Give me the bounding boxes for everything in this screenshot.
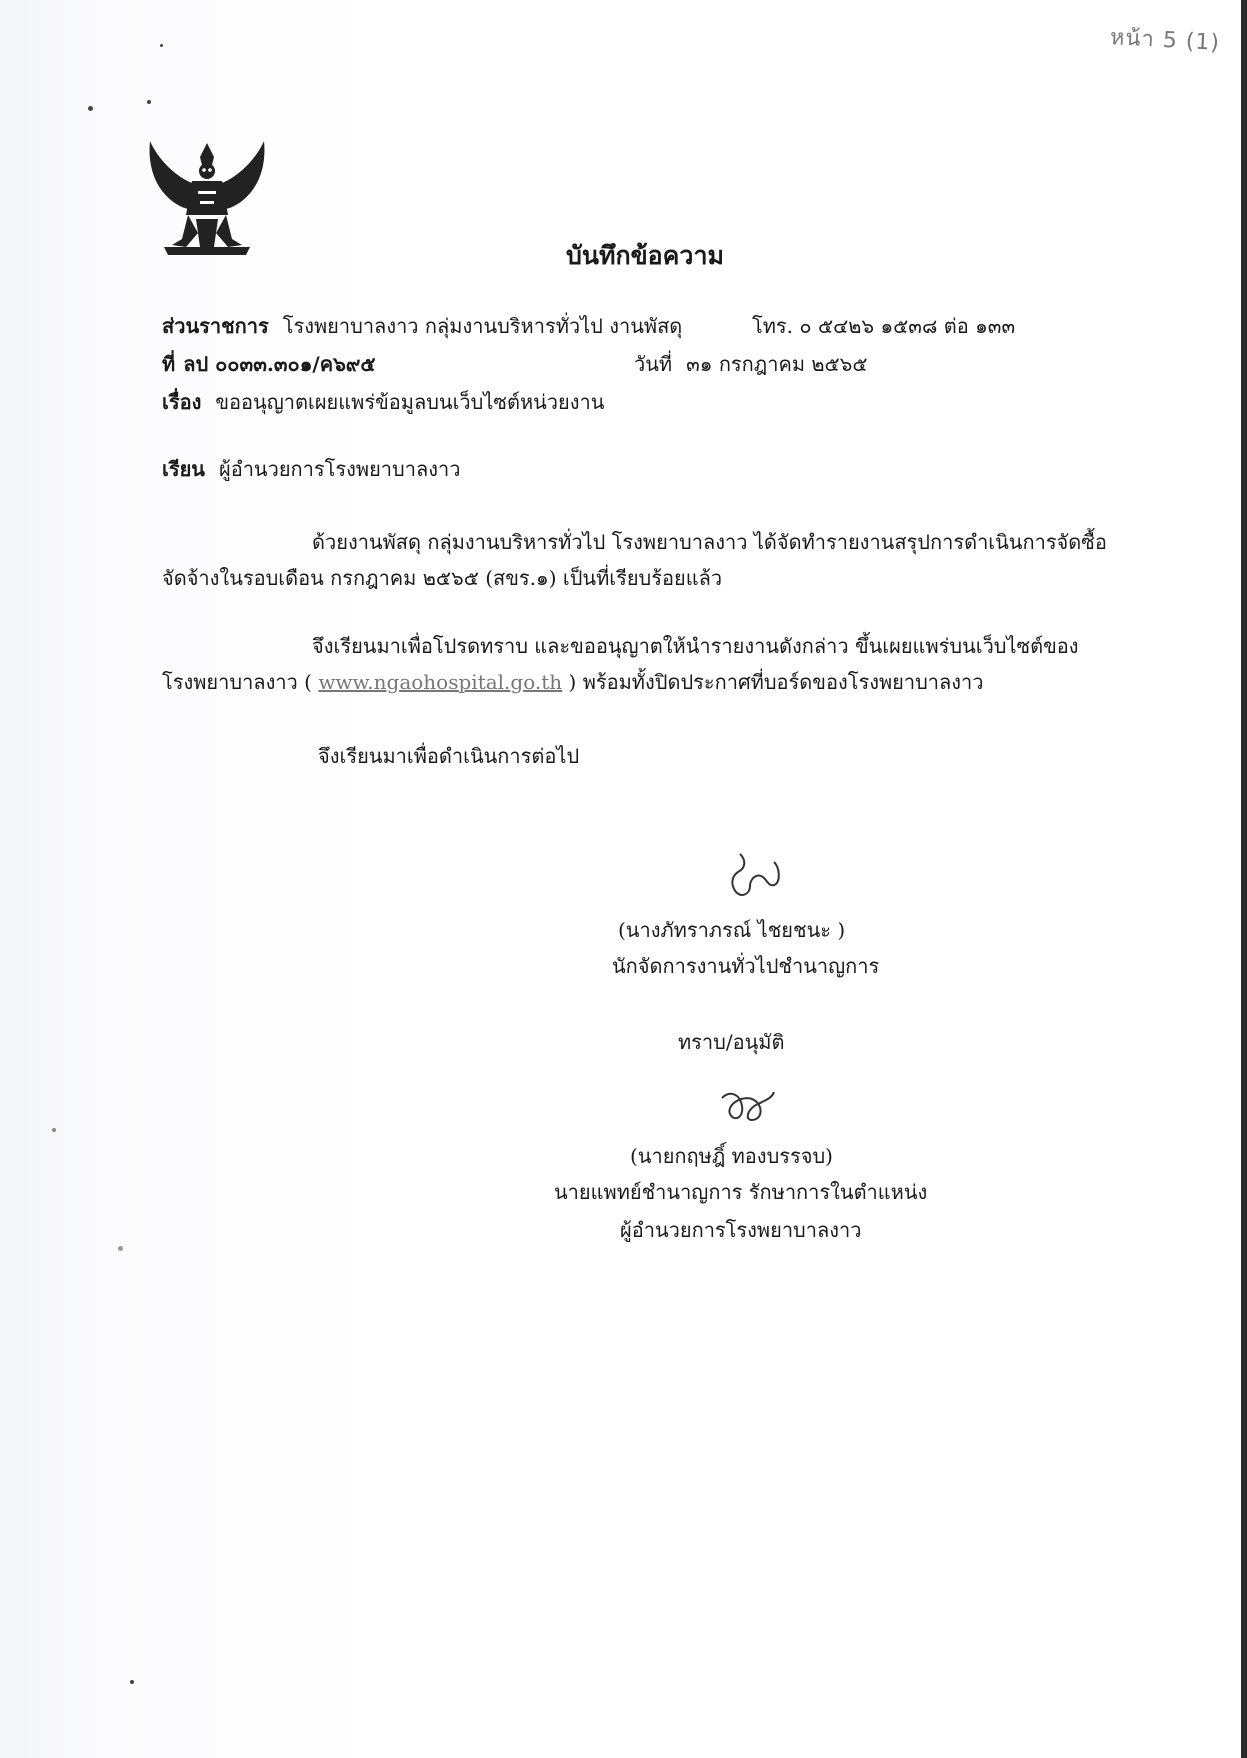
paragraph-2-suffix: ) พร้อมทั้งปิดประกาศที่บอร์ดของโรงพยาบาลงาว — [562, 670, 984, 694]
garuda-emblem-icon — [142, 135, 272, 260]
scan-speck — [130, 1680, 134, 1684]
signer-2-position-2: ผู้อำนวยการโรงพยาบาลงาว — [620, 1218, 862, 1242]
addressee-label: เรียน — [162, 457, 205, 481]
paragraph-1-line-1: ด้วยงานพัสดุ กลุ่มงานบริหารทั่วไป โรงพยาบาลงาว ได้จัดทำรายงานสรุปการดำเนินการจัดซื้อ — [312, 530, 1107, 554]
scan-speck — [147, 100, 151, 104]
scan-edge — [1241, 0, 1247, 1758]
addressee-value: ผู้อำนวยการโรงพยาบาลงาว — [218, 457, 461, 481]
phone-number: โทร. ๐ ๕๔๒๖ ๑๕๓๘ ต่อ ๑๓๓ — [752, 314, 1016, 338]
reference-line — [162, 348, 376, 380]
paragraph-3: จึงเรียนมาเพื่อดำเนินการต่อไป — [318, 744, 580, 768]
signer-1-name: (นางภัทราภรณ์ ไชยชนะ ) — [618, 918, 846, 942]
subject-line — [162, 386, 604, 418]
signature-1-icon — [720, 848, 790, 904]
scan-speck — [52, 1128, 56, 1132]
signer-2-name: (นายกฤษฎิ์ ทองบรรจบ) — [630, 1144, 833, 1168]
addressee-line — [162, 453, 460, 485]
signature-2-icon — [716, 1084, 778, 1128]
paragraph-2-line-2 — [162, 666, 984, 698]
paragraph-2-prefix: โรงพยาบาลงาว ( — [162, 670, 319, 694]
agency-label: ส่วนราชการ — [162, 314, 269, 338]
memo-title: บันทึกข้อความ — [566, 241, 724, 270]
agency-value: โรงพยาบาลงาว กลุ่มงานบริหารทั่วไป งานพัสดุ — [282, 314, 683, 338]
reference-value: ลป ๐๐๓๓.๓๐๑/ค๖๙๕ — [183, 352, 376, 376]
paragraph-2-line-1: จึงเรียนมาเพื่อโปรดทราบ และขออนุญาตให้นำรายงานดังกล่าว ขึ้นเผยแพร่บนเว็บไซต์ของ — [312, 634, 1079, 658]
date-value: ๓๑ กรกฎาคม ๒๕๖๕ — [686, 352, 868, 376]
signer-2-position-1: นายแพทย์ชำนาญการ รักษาการในตำแหน่ง — [554, 1180, 928, 1204]
handwritten-corner-note: หน้า 5 (1) — [1109, 25, 1221, 56]
subject-value: ขออนุญาตเผยแพร่ข้อมูลบนเว็บไซต์หน่วยงาน — [215, 390, 605, 414]
subject-label: เรื่อง — [162, 390, 202, 414]
approval-text: ทราบ/อนุมัติ — [678, 1030, 785, 1054]
website-link[interactable]: www.ngaohospital.go.th — [318, 670, 563, 694]
reference-label: ที่ — [162, 352, 176, 376]
scan-speck — [88, 106, 93, 111]
paragraph-1-line-2: จัดจ้างในรอบเดือน กรกฎาคม ๒๕๖๕ (สขร.๑) เป็นที่เรียบร้อยแล้ว — [162, 566, 723, 590]
scan-speck — [118, 1246, 123, 1251]
date-label: วันที่ — [634, 352, 673, 376]
scan-speck — [160, 44, 163, 47]
agency-line — [162, 310, 682, 342]
signer-1-position: นักจัดการงานทั่วไปชำนาญการ — [612, 954, 880, 978]
date-line — [634, 348, 868, 380]
